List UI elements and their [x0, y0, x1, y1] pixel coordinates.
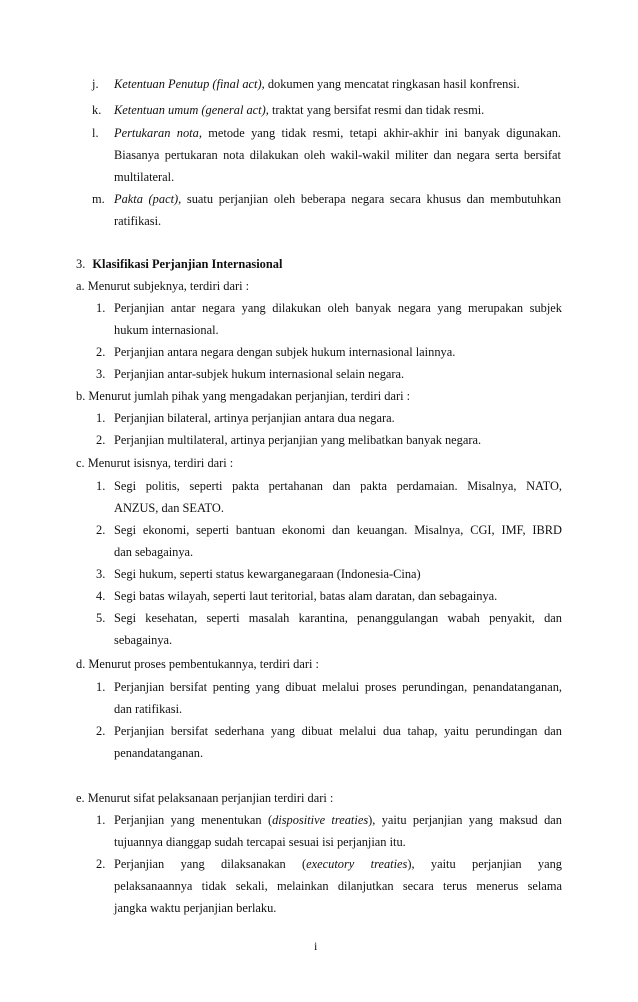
list-number: 1.	[96, 301, 106, 315]
list-item: Segi batas wilayah, seperti laut teritorial, batas alam daratan, dan sebagainya.	[114, 589, 498, 603]
list-item: Perjanjian antara negara dengan subjek hukum internasional lainnya.	[114, 345, 456, 359]
list-item: Segi ekonomi, seperti bantuan ekonomi dan keuangan. Misalnya, CGI, IMF, IBRD	[114, 523, 562, 537]
list-number: 3.	[96, 567, 106, 581]
list-number: 1.	[96, 411, 106, 425]
list-item-cont: dan sebagainya.	[114, 545, 194, 559]
list-item: Perjanjian yang menentukan (dispositive treaties), yaitu perjanjian yang maksud dan	[114, 813, 563, 827]
list-item-cont: hukum internasional.	[114, 323, 219, 337]
list-item: Segi hukum, seperti status kewarganegaraan (Indonesia-Cina)	[114, 567, 421, 581]
list-item-j: Ketentuan Penutup (final act), dokumen yang mencatat ringkasan hasil konfrensi.	[114, 77, 520, 91]
group-heading-e: e. Menurut sifat pelaksanaan perjanjian terdiri dari :	[76, 791, 334, 805]
list-marker-m: m.	[92, 192, 105, 206]
group-heading-a: a. Menurut subjeknya, terdiri dari :	[76, 279, 250, 293]
list-marker-j: j.	[92, 77, 99, 91]
page-number: i	[314, 939, 318, 953]
term-dispositive-treaties: dispositive treaties	[272, 813, 369, 827]
list-item: Perjanjian antar-subjek hukum internasional selain negara.	[114, 367, 405, 381]
list-item-l: Pertukaran nota, metode yang tidak resmi, tetapi akhir-akhir ini banyak digunakan.	[114, 126, 561, 140]
list-item-cont: sebagainya.	[114, 633, 173, 647]
list-item-k: Ketentuan umum (general act), traktat yang bersifat resmi dan tidak resmi.	[114, 103, 485, 117]
list-number: 2.	[96, 523, 106, 537]
list-item-cont: tujuannya dianggap sudah tercapai sesuai isi perjanjian itu.	[114, 835, 406, 849]
list-number: 1.	[96, 680, 106, 694]
list-marker-l: l.	[92, 126, 99, 140]
group-heading-c: c. Menurut isisnya, terdiri dari :	[76, 456, 234, 470]
section-heading	[76, 256, 282, 272]
list-item-m: Pakta (pact), suatu perjanjian oleh beberapa negara secara khusus dan membutuhkan	[114, 192, 562, 206]
list-item: Perjanjian multilateral, artinya perjanjian yang melibatkan banyak negara.	[114, 433, 482, 447]
list-item-m-cont: ratifikasi.	[114, 214, 162, 228]
term-final-act: Ketentuan Penutup (final act),	[114, 77, 265, 91]
list-item-cont: ANZUS, dan SEATO.	[114, 501, 224, 515]
list-number: 1.	[96, 813, 106, 827]
term-pakta: Pakta (pact),	[114, 192, 182, 206]
list-item-cont: penandatanganan.	[114, 746, 204, 760]
list-number: 2.	[96, 857, 106, 871]
group-heading-b: b. Menurut jumlah pihak yang mengadakan perjanjian, terdiri dari :	[76, 389, 411, 403]
list-item: Perjanjian antar negara yang dilakukan oleh banyak negara yang merupakan subjek	[114, 301, 562, 315]
group-heading-d: d. Menurut proses pembentukannya, terdiri dari :	[76, 657, 319, 671]
list-item: Segi kesehatan, seperti masalah karantina, penanggulangan wabah penyakit, dan	[114, 611, 562, 625]
list-number: 4.	[96, 589, 106, 603]
list-number: 2.	[96, 433, 106, 447]
list-item: Perjanjian bilateral, artinya perjanjian antara dua negara.	[114, 411, 395, 425]
section-number: 3.	[76, 257, 86, 271]
list-item-l-cont: multilateral.	[114, 170, 175, 184]
list-item-cont: jangka waktu perjanjian berlaku.	[114, 901, 277, 915]
list-number: 2.	[96, 345, 106, 359]
list-number: 3.	[96, 367, 106, 381]
list-number: 5.	[96, 611, 106, 625]
list-item: Perjanjian bersifat penting yang dibuat melalui proses perundingan, penandatanganan,	[114, 680, 562, 694]
list-item-cont: pelaksanaannya tidak sekali, melainkan dilanjutkan secara terus menerus selama	[114, 879, 562, 893]
list-item-cont: dan ratifikasi.	[114, 702, 183, 716]
list-item: Perjanjian bersifat sederhana yang dibuat melalui dua tahap, yaitu perundingan dan	[114, 724, 562, 738]
section-title: Klasifikasi Perjanjian Internasional	[92, 257, 283, 271]
list-marker-k: k.	[92, 103, 102, 117]
list-item: Perjanjian yang dilaksanakan (executory treaties), yaitu perjanjian yang	[114, 857, 562, 871]
list-number: 2.	[96, 724, 106, 738]
term-executory-treaties: executory treaties	[306, 857, 408, 871]
term-pertukaran-nota: Pertukaran nota,	[114, 126, 202, 140]
list-number: 1.	[96, 479, 106, 493]
term-general-act: Ketentuan umum (general act),	[114, 103, 269, 117]
list-item: Segi politis, seperti pakta pertahanan dan pakta perdamaian. Misalnya, NATO,	[114, 479, 562, 493]
list-item-l-cont: Biasanya pertukaran nota dilakukan oleh wakil-wakil militer dan negara serta bersifat	[114, 148, 561, 162]
